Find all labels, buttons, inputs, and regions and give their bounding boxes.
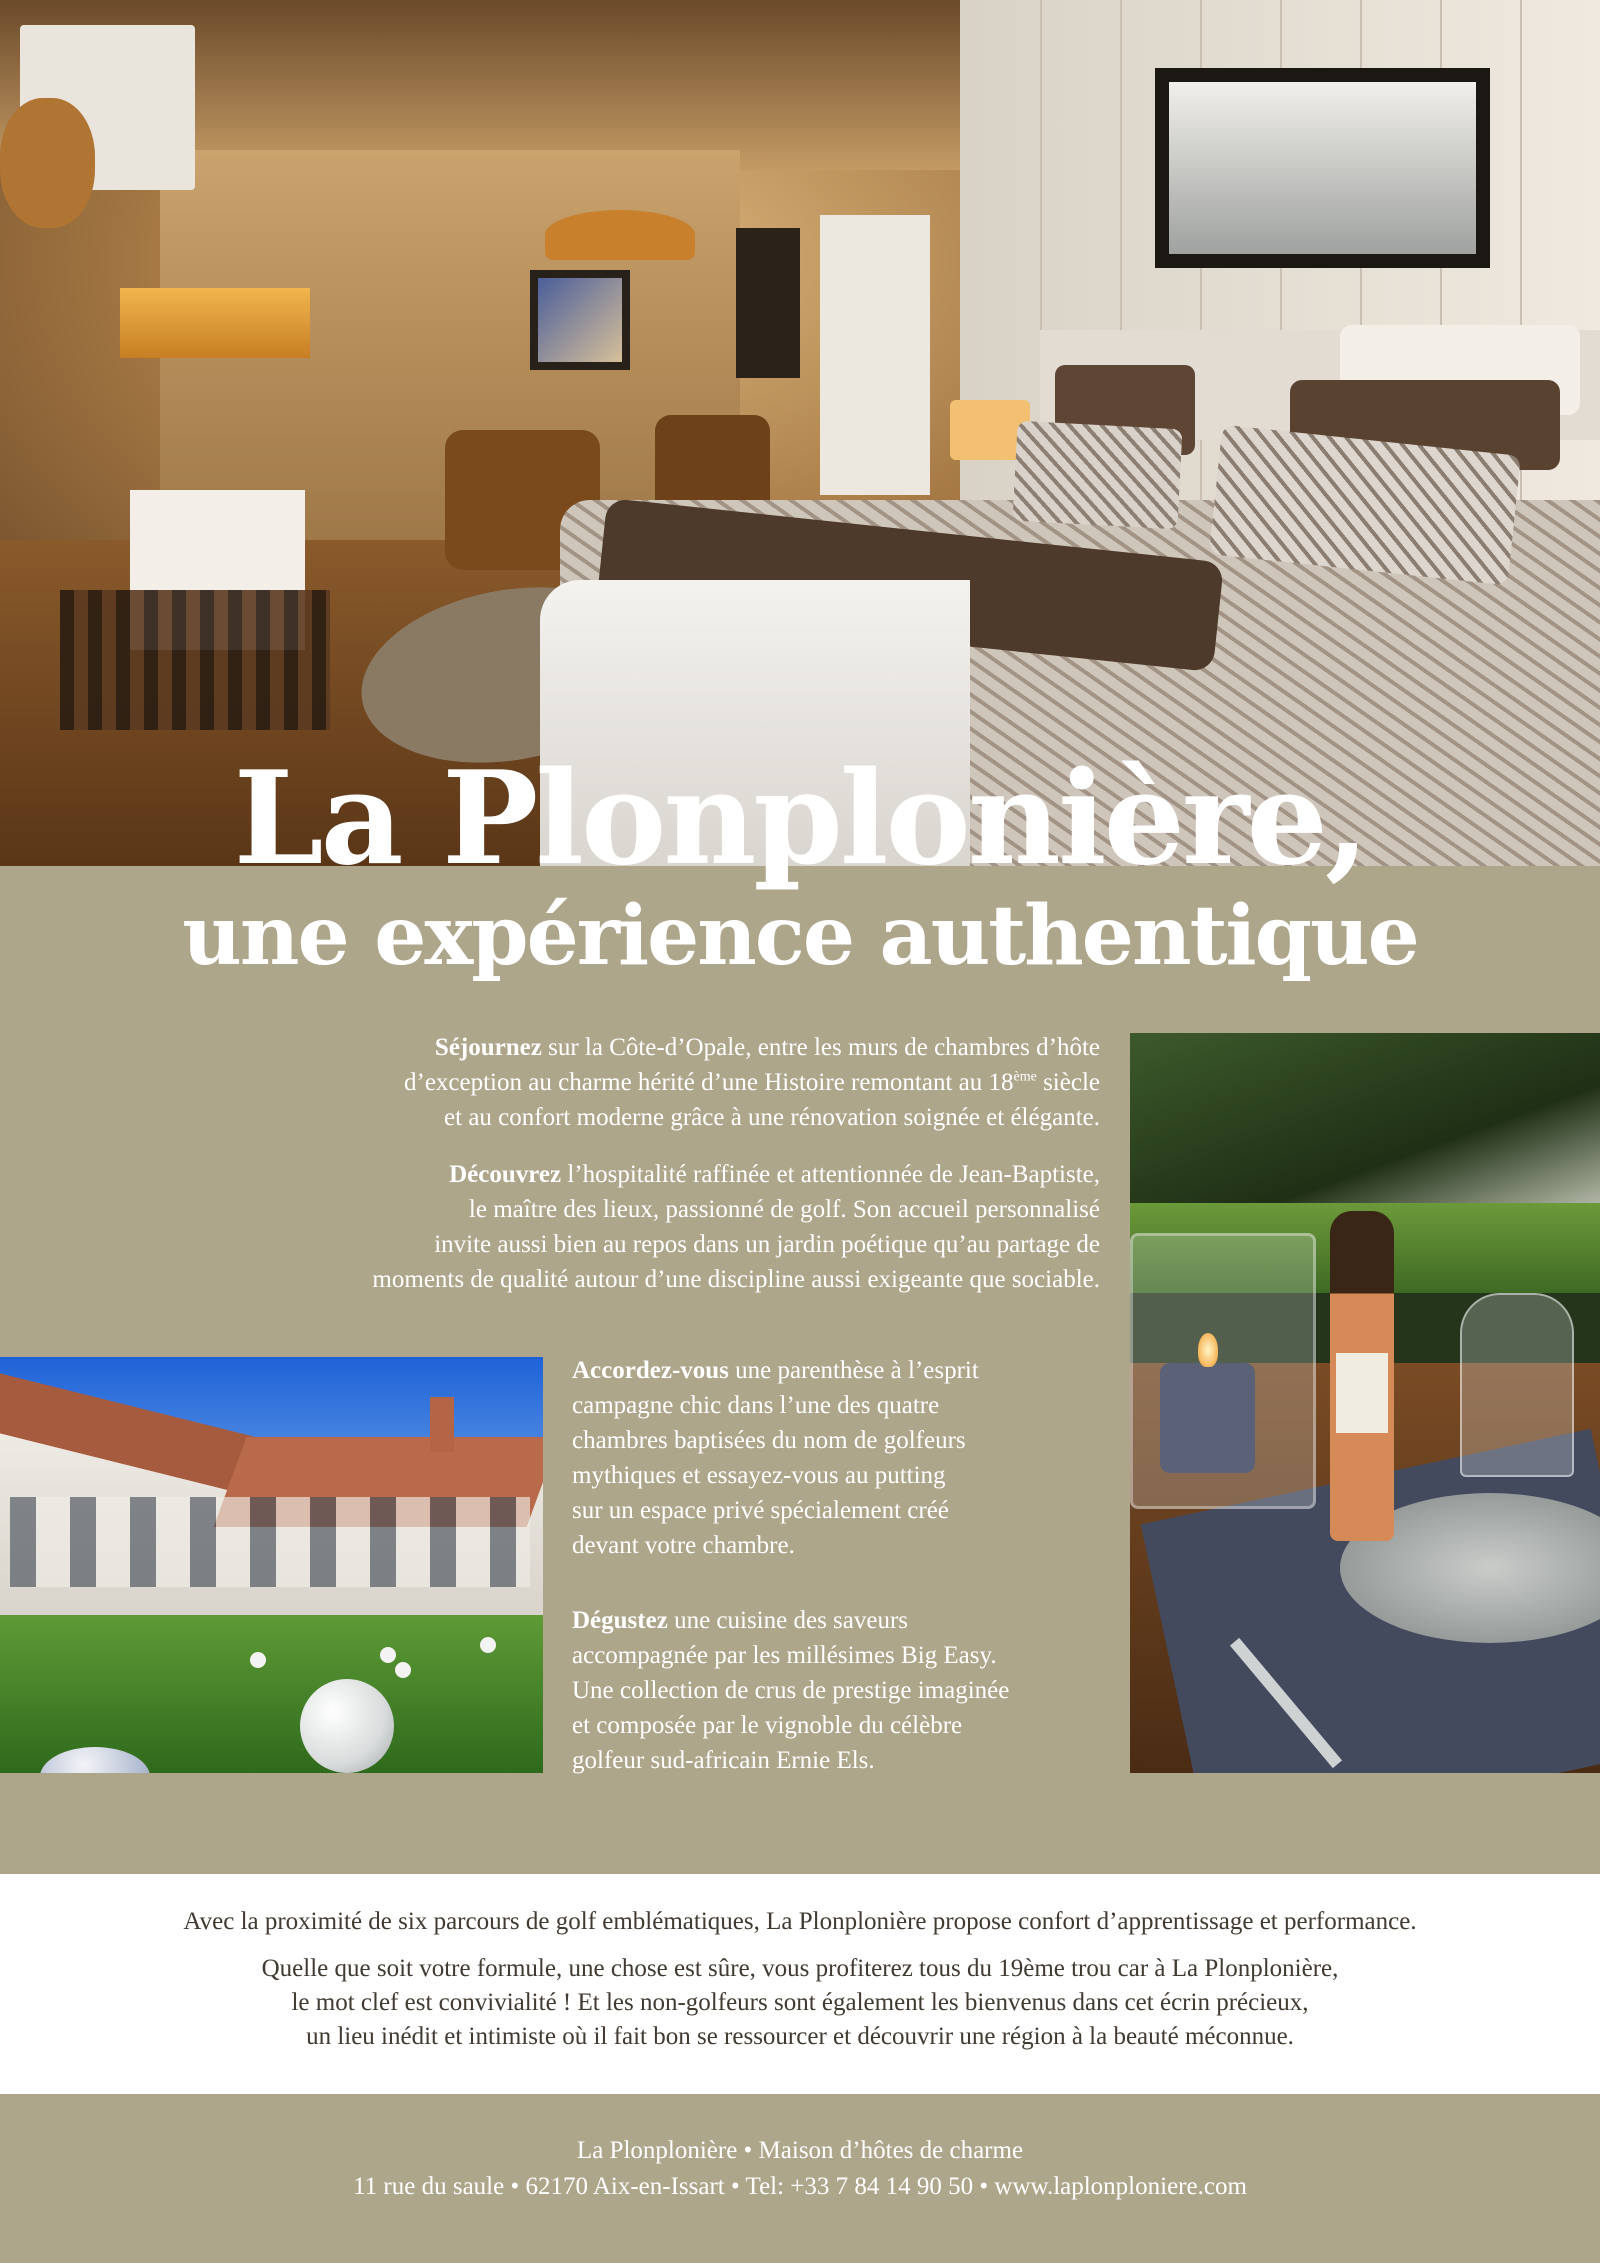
lead-decouvrez: Découvrez — [449, 1161, 562, 1188]
footer-name-line: La Plonplonière • Maison d’hôtes de charme — [576, 2137, 1024, 2164]
dinner-table-photo — [1130, 1033, 1600, 1773]
paragraph-sejournez: Séjournez sur la Côte-d’Opale, entre les murs de chambres d’hôte d’exception au charme hérité d’une Histoire remontant au 18ème siècle et au confort moderne grâce à une rénovation soignée et élégante. — [404, 1034, 1100, 1131]
lead-sejournez: Séjournez — [434, 1034, 542, 1061]
band-line-1: Avec la proximité de six parcours de golf emblématiques, La Plonplonière propose confort d’apprentissage et performance. — [183, 1908, 1417, 1935]
lead-accordez-vous: Accordez-vous — [572, 1357, 729, 1384]
footer-contact-line: 11 rue du saule • 62170 Aix-en-Issart • Tel: +33 7 84 14 90 50 • www.laplonploniere.com — [353, 2173, 1247, 2200]
page-subtitle: une expérience authentique — [182, 888, 1418, 984]
paragraph-degustez: Dégustez une cuisine des saveurs accompagnée par les millésimes Big Easy. Une collection de crus de prestige imaginée et composée par le vignoble du célèbre golfeur sud-africain Ernie Els. — [572, 1607, 1010, 1774]
band-line-2: Quelle que soit votre formule, une chose est sûre, vous profiterez tous du 19ème trou car à La Plonplonière, — [261, 1955, 1339, 1982]
band-line-3: le mot clef est convivialité ! Et les non-golfeurs sont également les bienvenus dans cet écrin précieux, — [291, 1989, 1309, 2016]
paragraph-decouvrez: Découvrez l’hospitalité raffinée et attentionnée de Jean-Baptiste, le maître des lieux, passionné de golf. Son accueil personnalisé invite aussi bien au repos dans un jardin poétique qu’au partage de moments de qualité autour d’une discipline aussi exigeante que sociable. — [372, 1161, 1100, 1293]
hero-bedroom-photo — [0, 0, 1600, 866]
lead-degustez: Dégustez — [572, 1607, 668, 1634]
paragraph-accordez-vous: Accordez-vous une parenthèse à l’esprit campagne chic dans l’une des quatre chambres baptisées du nom de golfeurs mythiques et essayez-vous au putting sur un espace privé spécialement créé devant votre chambre. — [572, 1357, 979, 1559]
band-line-4: un lieu inédit et intimiste où il fait bon se ressourcer et découvrir une région à la beauté méconnue. — [306, 2023, 1294, 2050]
golf-putting-photo — [0, 1357, 543, 1773]
page-title: La Plonplonière, — [233, 744, 1367, 894]
